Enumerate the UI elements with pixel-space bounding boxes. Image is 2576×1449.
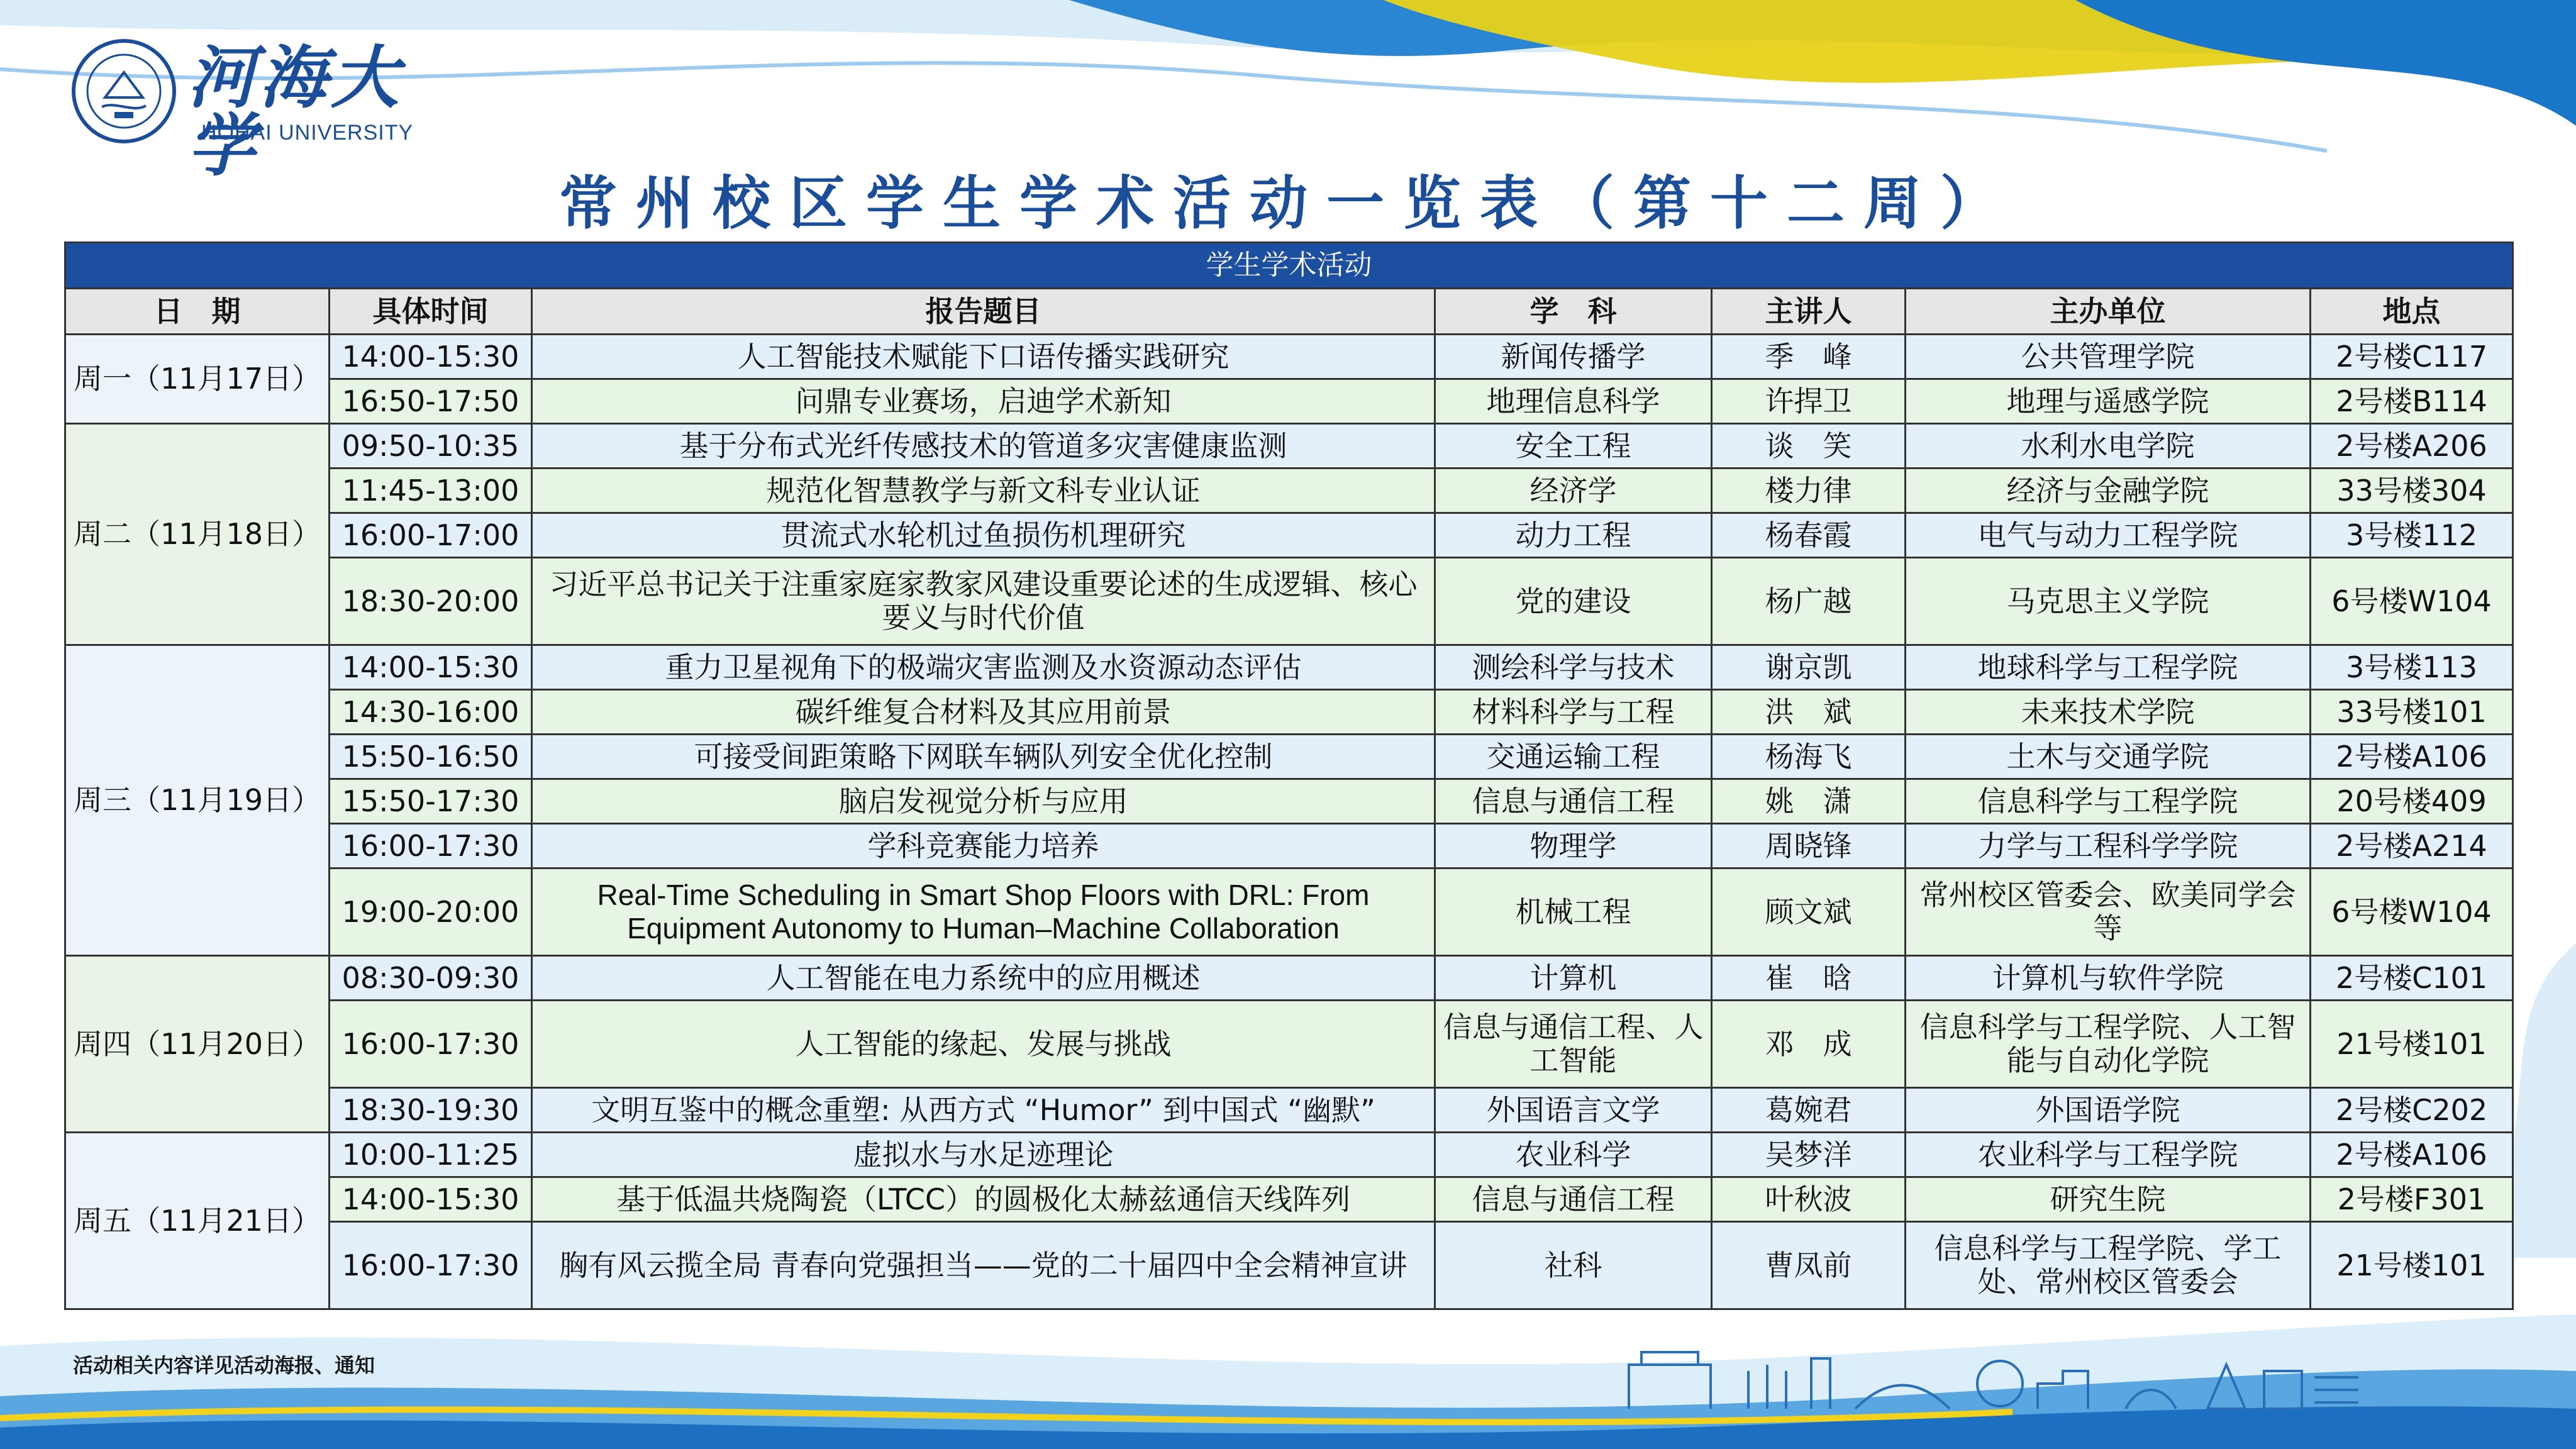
place-cell: 3号楼113 — [2311, 645, 2513, 690]
subject-cell: 党的建设 — [1435, 558, 1712, 645]
org-cell: 常州校区管委会、欧美同学会等 — [1906, 869, 2311, 956]
place-cell: 33号楼304 — [2311, 469, 2513, 513]
table-row — [65, 690, 2513, 735]
subject-cell: 物理学 — [1435, 824, 1712, 869]
subject-cell: 地理信息科学 — [1435, 379, 1712, 424]
table-row — [65, 1222, 2513, 1309]
subject-cell: 信息与通信工程 — [1435, 1177, 1712, 1222]
topic-cell: 人工智能的缘起、发展与挑战 — [532, 1001, 1435, 1088]
topic-cell: 碳纤维复合材料及其应用前景 — [532, 690, 1435, 735]
table-row — [65, 956, 2513, 1001]
subject-cell: 交通运输工程 — [1435, 735, 1712, 779]
table-row — [65, 558, 2513, 645]
table-row — [65, 824, 2513, 869]
speaker-cell: 吴梦洋 — [1712, 1133, 1906, 1177]
topic-cell: 贯流式水轮机过鱼损伤机理研究 — [532, 513, 1435, 558]
day-cell: 周五（11月21日） — [65, 1133, 330, 1309]
place-cell: 6号楼W104 — [2311, 558, 2513, 645]
time-cell: 14:00-15:30 — [330, 335, 532, 379]
day-cell: 周二（11月18日） — [65, 424, 330, 645]
subject-cell: 材料科学与工程 — [1435, 690, 1712, 735]
table-banner: 学生学术活动 — [65, 243, 2513, 289]
table-row — [65, 1001, 2513, 1088]
university-seal-icon — [70, 38, 177, 145]
subject-cell: 经济学 — [1435, 469, 1712, 513]
place-cell: 2号楼C202 — [2311, 1088, 2513, 1133]
table-row — [65, 513, 2513, 558]
time-cell: 16:00-17:30 — [330, 824, 532, 869]
time-cell: 16:00-17:30 — [330, 1001, 532, 1088]
column-header: 学 科 — [1435, 289, 1712, 335]
university-logo — [70, 38, 435, 186]
activity-table-container — [64, 242, 2512, 1310]
place-cell: 6号楼W104 — [2311, 869, 2513, 956]
university-name-en: HOHAI UNIVERSITY — [201, 121, 414, 145]
speaker-cell: 姚 潇 — [1712, 779, 1906, 824]
speaker-cell: 杨广越 — [1712, 558, 1906, 645]
subject-cell: 信息与通信工程 — [1435, 779, 1712, 824]
topic-cell: 脑启发视觉分析与应用 — [532, 779, 1435, 824]
table-row — [65, 335, 2513, 379]
subject-cell: 计算机 — [1435, 956, 1712, 1001]
day-cell: 周三（11月19日） — [65, 645, 330, 956]
subject-cell: 农业科学 — [1435, 1133, 1712, 1177]
table-row — [65, 469, 2513, 513]
subject-cell: 外国语言文学 — [1435, 1088, 1712, 1133]
table-row — [65, 779, 2513, 824]
day-cell: 周一（11月17日） — [65, 335, 330, 424]
topic-cell: 基于低温共烧陶瓷（LTCC）的圆极化太赫兹通信天线阵列 — [532, 1177, 1435, 1222]
topic-cell: 人工智能技术赋能下口语传播实践研究 — [532, 335, 1435, 379]
subject-cell: 机械工程 — [1435, 869, 1712, 956]
place-cell: 2号楼A106 — [2311, 735, 2513, 779]
table-row — [65, 424, 2513, 469]
topic-cell: 可接受间距策略下网联车辆队列安全优化控制 — [532, 735, 1435, 779]
org-cell: 农业科学与工程学院 — [1906, 1133, 2311, 1177]
speaker-cell: 楼力律 — [1712, 469, 1906, 513]
time-cell: 14:00-15:30 — [330, 1177, 532, 1222]
subject-cell: 信息与通信工程、人工智能 — [1435, 1001, 1712, 1088]
place-cell: 20号楼409 — [2311, 779, 2513, 824]
org-cell: 水利水电学院 — [1906, 424, 2311, 469]
place-cell: 2号楼A106 — [2311, 1133, 2513, 1177]
topic-cell: 虚拟水与水足迹理论 — [532, 1133, 1435, 1177]
speaker-cell: 许捍卫 — [1712, 379, 1906, 424]
place-cell: 2号楼B114 — [2311, 379, 2513, 424]
column-header: 主讲人 — [1712, 289, 1906, 335]
column-header: 具体时间 — [330, 289, 532, 335]
column-header: 主办单位 — [1906, 289, 2311, 335]
table-row — [65, 1133, 2513, 1177]
place-cell: 2号楼A206 — [2311, 424, 2513, 469]
subject-cell: 新闻传播学 — [1435, 335, 1712, 379]
place-cell: 3号楼112 — [2311, 513, 2513, 558]
time-cell: 11:45-13:00 — [330, 469, 532, 513]
place-cell: 21号楼101 — [2311, 1222, 2513, 1309]
speaker-cell: 顾文斌 — [1712, 869, 1906, 956]
time-cell: 10:00-11:25 — [330, 1133, 532, 1177]
org-cell: 经济与金融学院 — [1906, 469, 2311, 513]
org-cell: 信息科学与工程学院、人工智能与自动化学院 — [1906, 1001, 2311, 1088]
column-header: 日 期 — [65, 289, 330, 335]
speaker-cell: 邓 成 — [1712, 1001, 1906, 1088]
speaker-cell: 周晓锋 — [1712, 824, 1906, 869]
speaker-cell: 崔 晗 — [1712, 956, 1906, 1001]
topic-cell: 文明互鉴中的概念重塑: 从西方式 “Humor” 到中国式 “幽默” — [532, 1088, 1435, 1133]
org-cell: 力学与工程科学学院 — [1906, 824, 2311, 869]
speaker-cell: 叶秋波 — [1712, 1177, 1906, 1222]
time-cell: 15:50-17:30 — [330, 779, 532, 824]
org-cell: 信息科学与工程学院、学工处、常州校区管委会 — [1906, 1222, 2311, 1309]
campus-skyline-decoration — [1623, 1340, 2365, 1415]
subject-cell: 动力工程 — [1435, 513, 1712, 558]
place-cell: 2号楼C117 — [2311, 335, 2513, 379]
speaker-cell: 杨春霞 — [1712, 513, 1906, 558]
org-cell: 电气与动力工程学院 — [1906, 513, 2311, 558]
place-cell: 2号楼F301 — [2311, 1177, 2513, 1222]
org-cell: 计算机与软件学院 — [1906, 956, 2311, 1001]
activity-table — [64, 242, 2514, 1310]
topic-cell: 规范化智慧教学与新文科专业认证 — [532, 469, 1435, 513]
page-title: 常州校区学生学术活动一览表（第十二周） — [558, 170, 2017, 237]
time-cell: 14:30-16:00 — [330, 690, 532, 735]
org-cell: 土木与交通学院 — [1906, 735, 2311, 779]
day-cell: 周四（11月20日） — [65, 956, 330, 1133]
table-row — [65, 645, 2513, 690]
table-row — [65, 869, 2513, 956]
time-cell: 18:30-19:30 — [330, 1088, 532, 1133]
org-cell: 未来技术学院 — [1906, 690, 2311, 735]
time-cell: 08:30-09:30 — [330, 956, 532, 1001]
place-cell: 21号楼101 — [2311, 1001, 2513, 1088]
speaker-cell: 曹凤前 — [1712, 1222, 1906, 1309]
place-cell: 33号楼101 — [2311, 690, 2513, 735]
speaker-cell: 谈 笑 — [1712, 424, 1906, 469]
topic-cell: 人工智能在电力系统中的应用概述 — [532, 956, 1435, 1001]
subject-cell: 安全工程 — [1435, 424, 1712, 469]
time-cell: 19:00-20:00 — [330, 869, 532, 956]
topic-cell: 重力卫星视角下的极端灾害监测及水资源动态评估 — [532, 645, 1435, 690]
speaker-cell: 谢京凯 — [1712, 645, 1906, 690]
place-cell: 2号楼A214 — [2311, 824, 2513, 869]
time-cell: 16:50-17:50 — [330, 379, 532, 424]
subject-cell: 社科 — [1435, 1222, 1712, 1309]
org-cell: 地理与遥感学院 — [1906, 379, 2311, 424]
org-cell: 研究生院 — [1906, 1177, 2311, 1222]
org-cell: 马克思主义学院 — [1906, 558, 2311, 645]
topic-cell: 问鼎专业赛场，启迪学术新知 — [532, 379, 1435, 424]
time-cell: 16:00-17:30 — [330, 1222, 532, 1309]
subject-cell: 测绘科学与技术 — [1435, 645, 1712, 690]
time-cell: 15:50-16:50 — [330, 735, 532, 779]
university-name-cn: 河海大学 — [187, 38, 403, 186]
table-row — [65, 379, 2513, 424]
time-cell: 16:00-17:00 — [330, 513, 532, 558]
topic-cell: 习近平总书记关于注重家庭家教家风建设重要论述的生成逻辑、核心要义与时代价值 — [532, 558, 1435, 645]
speaker-cell: 季 峰 — [1712, 335, 1906, 379]
place-cell: 2号楼C101 — [2311, 956, 2513, 1001]
table-row — [65, 735, 2513, 779]
table-row — [65, 1088, 2513, 1133]
org-cell: 地球科学与工程学院 — [1906, 645, 2311, 690]
org-cell: 公共管理学院 — [1906, 335, 2311, 379]
topic-cell: 胸有风云揽全局 青春向党强担当——党的二十届四中全会精神宣讲 — [532, 1222, 1435, 1309]
table-row — [65, 1177, 2513, 1222]
column-header: 地点 — [2311, 289, 2513, 335]
org-cell: 外国语学院 — [1906, 1088, 2311, 1133]
topic-cell: Real-Time Scheduling in Smart Shop Floors with DRL: From Equipment Autonomy to Human–Machine Collaboration — [532, 869, 1435, 956]
time-cell: 14:00-15:30 — [330, 645, 532, 690]
topic-cell: 基于分布式光纤传感技术的管道多灾害健康监测 — [532, 424, 1435, 469]
footnote: 活动相关内容详见活动海报、通知 — [73, 1353, 375, 1377]
time-cell: 09:50-10:35 — [330, 424, 532, 469]
column-header: 报告题目 — [532, 289, 1435, 335]
speaker-cell: 洪 斌 — [1712, 690, 1906, 735]
org-cell: 信息科学与工程学院 — [1906, 779, 2311, 824]
speaker-cell: 葛婉君 — [1712, 1088, 1906, 1133]
speaker-cell: 杨海飞 — [1712, 735, 1906, 779]
topic-cell: 学科竞赛能力培养 — [532, 824, 1435, 869]
time-cell: 18:30-20:00 — [330, 558, 532, 645]
